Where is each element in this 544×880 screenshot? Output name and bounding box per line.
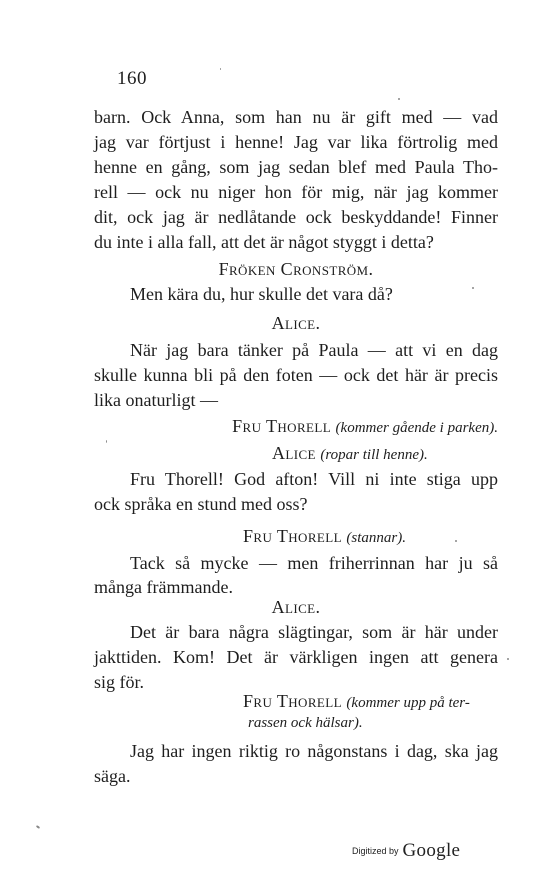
dust-speck	[106, 440, 107, 443]
speaker-with-direction	[94, 415, 498, 439]
text-line: rell — ock nu niger hon för mig, när jag kommer	[94, 182, 498, 202]
google-logo-text: Google	[402, 840, 461, 861]
speaker-name: Alice.	[271, 313, 321, 333]
speaker-name: Fru Thorell	[243, 691, 342, 711]
text-line: skulle kunna bli på den foten — ock det här är precis	[94, 365, 498, 385]
stage-direction: (stannar).	[346, 530, 407, 546]
speaker-name: Fru Thorell	[232, 416, 332, 436]
speaker-name: Fru Thorell	[243, 526, 342, 546]
text-line: jakttiden. Kom! Det är värkligen ingen att genera	[94, 647, 498, 667]
dust-speck	[507, 658, 509, 660]
digitized-by-google-watermark	[352, 840, 460, 862]
text-line: säga.	[94, 766, 131, 786]
text-line: barn. Ock Anna, som han nu är gift med — vad	[94, 107, 498, 127]
watermark-small-text: Digitized by	[352, 846, 399, 856]
text-line: henne en gång, som jag sedan blef med Paula Tho-	[94, 157, 498, 177]
page-number: 160	[117, 68, 147, 89]
text-line: jag var förtjust i henne! Jag var lika förtrolig med	[94, 132, 498, 152]
text-line: Det är bara några slägtingar, som är här under	[130, 622, 498, 642]
text-line: När jag bara tänker på Paula — att vi en dag	[130, 340, 498, 360]
speaker-with-direction	[272, 442, 428, 466]
text-line: Fru Thorell! God afton! Vill ni inte stiga upp	[130, 469, 498, 489]
text-line: många främmande.	[94, 577, 233, 597]
stage-direction: (kommer gående i parken).	[335, 420, 498, 436]
dust-speck	[220, 68, 221, 70]
dust-speck	[398, 98, 400, 100]
dust-speck	[455, 540, 457, 542]
stage-direction: (kommer upp på ter-	[346, 695, 470, 711]
stage-direction: rassen ock hälsar).	[248, 715, 363, 731]
dust-speck	[36, 825, 40, 829]
text-line: ock språka en stund med oss?	[94, 494, 308, 514]
text-line: Jag har ingen riktig ro någonstans i dag, ska jag	[130, 741, 498, 761]
text-line: lika onaturligt —	[94, 390, 218, 410]
dust-speck	[472, 287, 474, 289]
text-line: sig för.	[94, 672, 145, 692]
stage-direction: (ropar till henne).	[320, 447, 428, 463]
text-line: dit, ock jag är nedlåtande ock beskyddande! Finner	[94, 207, 498, 227]
text-line: Tack så mycke — men friherrinnan har ju så	[130, 553, 498, 573]
speaker-with-direction	[243, 690, 470, 714]
text-line: Men kära du, hur skulle det vara då?	[130, 284, 393, 304]
speaker-name: Alice	[272, 443, 316, 463]
speaker-name: Fröken Cronström.	[218, 259, 374, 279]
speaker-name: Alice.	[271, 597, 321, 617]
text-line: du inte i alla fall, att det är något styggt i detta?	[94, 232, 434, 252]
speaker-with-direction	[243, 525, 406, 549]
